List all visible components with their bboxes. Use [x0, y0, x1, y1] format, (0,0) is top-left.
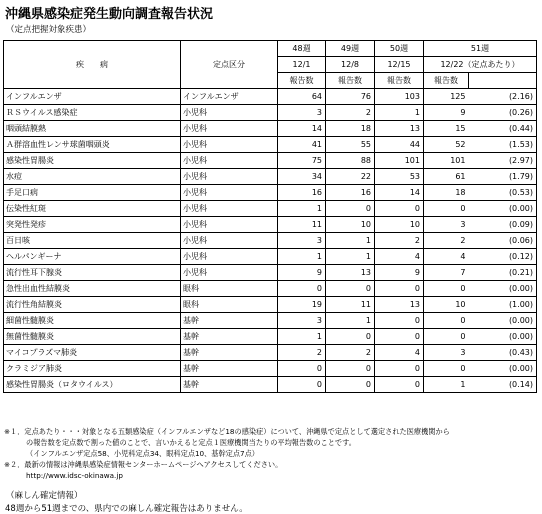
week50-count-cell: 44: [375, 137, 424, 153]
per-sentinel-cell: (0.00): [469, 281, 537, 297]
category-cell: 小児科: [181, 153, 278, 169]
week51-count-cell: 0: [424, 329, 469, 345]
week-header: 48週: [278, 41, 326, 57]
week50-count-cell: 9: [375, 265, 424, 281]
table-row: [4, 201, 537, 217]
week49-count-cell: 2: [326, 105, 375, 121]
per-sentinel-cell: (0.06): [469, 233, 537, 249]
disease-cell: 感染性胃腸炎: [4, 153, 181, 169]
category-cell: 小児科: [181, 137, 278, 153]
week51-count-cell: 0: [424, 281, 469, 297]
category-cell: 基幹: [181, 329, 278, 345]
week48-count-cell: 34: [278, 169, 326, 185]
week51-count-cell: 18: [424, 185, 469, 201]
disease-cell: ＲＳウイルス感染症: [4, 105, 181, 121]
category-cell: 基幹: [181, 361, 278, 377]
week49-count-cell: 2: [326, 345, 375, 361]
category-cell: 小児科: [181, 265, 278, 281]
week48-count-cell: 1: [278, 329, 326, 345]
disease-cell: 百日咳: [4, 233, 181, 249]
per-sentinel-cell: (0.43): [469, 345, 537, 361]
week49-count-cell: 55: [326, 137, 375, 153]
disease-cell: 水痘: [4, 169, 181, 185]
week-date: 12/22（定点あたり）: [424, 57, 537, 73]
report-count-label: 報告数: [278, 73, 326, 89]
week51-count-cell: 10: [424, 297, 469, 313]
per-sentinel-cell: (0.00): [469, 361, 537, 377]
week49-count-cell: 16: [326, 185, 375, 201]
footnote-line: （インフルエンザ定点58、小児科定点34、眼科定点10、基幹定点7点）: [26, 449, 259, 458]
category-cell: 眼科: [181, 297, 278, 313]
per-sentinel-cell: (0.26): [469, 105, 537, 121]
disease-cell: 伝染性紅斑: [4, 201, 181, 217]
week48-count-cell: 64: [278, 89, 326, 105]
week48-count-cell: 1: [278, 249, 326, 265]
week48-count-cell: 0: [278, 377, 326, 393]
week50-count-cell: 103: [375, 89, 424, 105]
week49-count-cell: 18: [326, 121, 375, 137]
table-row: [4, 265, 537, 281]
week50-count-cell: 14: [375, 185, 424, 201]
per-sentinel-cell: (0.12): [469, 249, 537, 265]
report-table: [3, 40, 537, 393]
week50-count-cell: 0: [375, 377, 424, 393]
week48-count-cell: 0: [278, 361, 326, 377]
week51-count-cell: 3: [424, 217, 469, 233]
disease-column-header: 疾 病: [4, 41, 181, 89]
week51-count-cell: 2: [424, 233, 469, 249]
category-cell: 小児科: [181, 233, 278, 249]
week51-count-cell: 61: [424, 169, 469, 185]
week51-count-cell: 3: [424, 345, 469, 361]
per-sentinel-cell: (1.00): [469, 297, 537, 313]
per-sentinel-header-cell: [469, 73, 537, 89]
week50-count-cell: 4: [375, 345, 424, 361]
category-cell: 小児科: [181, 185, 278, 201]
disease-cell: 流行性耳下腺炎: [4, 265, 181, 281]
week49-count-cell: 1: [326, 233, 375, 249]
per-sentinel-cell: (0.21): [469, 265, 537, 281]
week49-count-cell: 1: [326, 313, 375, 329]
category-cell: 小児科: [181, 201, 278, 217]
week48-count-cell: 19: [278, 297, 326, 313]
per-sentinel-cell: (0.53): [469, 185, 537, 201]
measles-text: 48週から51週までの、県内での麻しん確定報告はありません。: [5, 504, 248, 514]
week51-count-cell: 4: [424, 249, 469, 265]
week48-count-cell: 9: [278, 265, 326, 281]
page-title: 沖縄県感染症発生動向調査報告状況: [5, 7, 214, 22]
week-header: 50週: [375, 41, 424, 57]
table-row: [4, 233, 537, 249]
week49-count-cell: 0: [326, 377, 375, 393]
footnotes: [4, 426, 450, 481]
category-cell: 基幹: [181, 345, 278, 361]
table-row: [4, 329, 537, 345]
disease-cell: インフルエンザ: [4, 89, 181, 105]
report-count-label: 報告数: [424, 73, 469, 89]
category-cell: 小児科: [181, 169, 278, 185]
disease-cell: 咽頭結膜熱: [4, 121, 181, 137]
table-row: [4, 105, 537, 121]
week48-count-cell: 2: [278, 345, 326, 361]
disease-cell: 無菌性髄膜炎: [4, 329, 181, 345]
week50-count-cell: 2: [375, 233, 424, 249]
week50-count-cell: 13: [375, 297, 424, 313]
table-row: [4, 345, 537, 361]
week-date: 12/1: [278, 57, 326, 73]
week50-count-cell: 0: [375, 361, 424, 377]
disease-cell: 細菌性髄膜炎: [4, 313, 181, 329]
week49-count-cell: 13: [326, 265, 375, 281]
week50-count-cell: 0: [375, 281, 424, 297]
week49-count-cell: 10: [326, 217, 375, 233]
disease-cell: 流行性角結膜炎: [4, 297, 181, 313]
week49-count-cell: 0: [326, 361, 375, 377]
week51-count-cell: 7: [424, 265, 469, 281]
category-cell: 小児科: [181, 121, 278, 137]
week51-count-cell: 15: [424, 121, 469, 137]
week51-count-cell: 1: [424, 377, 469, 393]
report-count-label: 報告数: [326, 73, 375, 89]
measles-heading: （麻しん確定情報）: [6, 491, 83, 501]
week48-count-cell: 0: [278, 281, 326, 297]
category-cell: インフルエンザ: [181, 89, 278, 105]
week49-count-cell: 1: [326, 249, 375, 265]
week-header: 51週: [424, 41, 537, 57]
category-cell: 小児科: [181, 249, 278, 265]
per-sentinel-cell: (0.00): [469, 201, 537, 217]
week51-count-cell: 0: [424, 361, 469, 377]
per-sentinel-cell: (0.14): [469, 377, 537, 393]
disease-cell: 急性出血性結膜炎: [4, 281, 181, 297]
week50-count-cell: 101: [375, 153, 424, 169]
week49-count-cell: 0: [326, 281, 375, 297]
category-cell: 小児科: [181, 105, 278, 121]
per-sentinel-cell: (2.97): [469, 153, 537, 169]
week51-count-cell: 125: [424, 89, 469, 105]
footnote-line: ※１．定点あたり・・・対象となる五類感染症（インフルエンザなど18の感染症）について、沖縄県で定点として選定された医療機関から: [4, 427, 450, 436]
per-sentinel-cell: (0.00): [469, 313, 537, 329]
week50-count-cell: 53: [375, 169, 424, 185]
week49-count-cell: 22: [326, 169, 375, 185]
per-sentinel-cell: (0.09): [469, 217, 537, 233]
table-row: [4, 153, 537, 169]
page-subtitle: （定点把握対象疾患）: [6, 25, 92, 35]
table-row: [4, 169, 537, 185]
table-row: [4, 89, 537, 105]
table-row: [4, 185, 537, 201]
week49-count-cell: 0: [326, 329, 375, 345]
week51-count-cell: 0: [424, 201, 469, 217]
week-date: 12/15: [375, 57, 424, 73]
table-row: [4, 377, 537, 393]
disease-cell: 突発性発疹: [4, 217, 181, 233]
per-sentinel-cell: (0.44): [469, 121, 537, 137]
category-cell: 基幹: [181, 377, 278, 393]
week50-count-cell: 1: [375, 105, 424, 121]
table-row: [4, 121, 537, 137]
week-header: 49週: [326, 41, 375, 57]
table-row: [4, 217, 537, 233]
week48-count-cell: 3: [278, 233, 326, 249]
week51-count-cell: 101: [424, 153, 469, 169]
disease-cell: クラミジア肺炎: [4, 361, 181, 377]
week50-count-cell: 0: [375, 313, 424, 329]
category-cell: 眼科: [181, 281, 278, 297]
disease-cell: 手足口病: [4, 185, 181, 201]
week48-count-cell: 16: [278, 185, 326, 201]
per-sentinel-cell: (2.16): [469, 89, 537, 105]
week49-count-cell: 76: [326, 89, 375, 105]
week51-count-cell: 0: [424, 313, 469, 329]
week51-count-cell: 52: [424, 137, 469, 153]
per-sentinel-cell: (1.53): [469, 137, 537, 153]
week50-count-cell: 13: [375, 121, 424, 137]
week48-count-cell: 11: [278, 217, 326, 233]
week48-count-cell: 1: [278, 201, 326, 217]
week49-count-cell: 11: [326, 297, 375, 313]
week49-count-cell: 0: [326, 201, 375, 217]
week51-count-cell: 9: [424, 105, 469, 121]
table-row: [4, 281, 537, 297]
footnote-line: ※２．最新の情報は沖縄県感染症情報センターホームページへアクセスしてください。: [4, 460, 283, 469]
disease-cell: マイコプラズマ肺炎: [4, 345, 181, 361]
category-cell: 基幹: [181, 313, 278, 329]
table-row: [4, 297, 537, 313]
footnote-url: http://www.idsc-okinawa.jp: [26, 471, 123, 480]
week48-count-cell: 41: [278, 137, 326, 153]
category-column-header: 定点区分: [181, 41, 278, 89]
per-sentinel-cell: (1.79): [469, 169, 537, 185]
disease-cell: Ａ群溶血性レンサ球菌咽頭炎: [4, 137, 181, 153]
table-row: [4, 313, 537, 329]
week50-count-cell: 4: [375, 249, 424, 265]
week48-count-cell: 3: [278, 105, 326, 121]
week-date: 12/8: [326, 57, 375, 73]
footnote-line: の報告数を定点数で割った値のことで、言いかえると定点１医療機関当たりの平均報告数のことです。: [26, 438, 356, 447]
week49-count-cell: 88: [326, 153, 375, 169]
category-cell: 小児科: [181, 217, 278, 233]
report-count-label: 報告数: [375, 73, 424, 89]
disease-cell: ヘルパンギーナ: [4, 249, 181, 265]
week48-count-cell: 3: [278, 313, 326, 329]
disease-cell: 感染性胃腸炎（ロタウイルス）: [4, 377, 181, 393]
week50-count-cell: 10: [375, 217, 424, 233]
week50-count-cell: 0: [375, 201, 424, 217]
week48-count-cell: 75: [278, 153, 326, 169]
week48-count-cell: 14: [278, 121, 326, 137]
week50-count-cell: 0: [375, 329, 424, 345]
per-sentinel-cell: (0.00): [469, 329, 537, 345]
table-row: [4, 249, 537, 265]
table-row: [4, 137, 537, 153]
table-row: [4, 361, 537, 377]
